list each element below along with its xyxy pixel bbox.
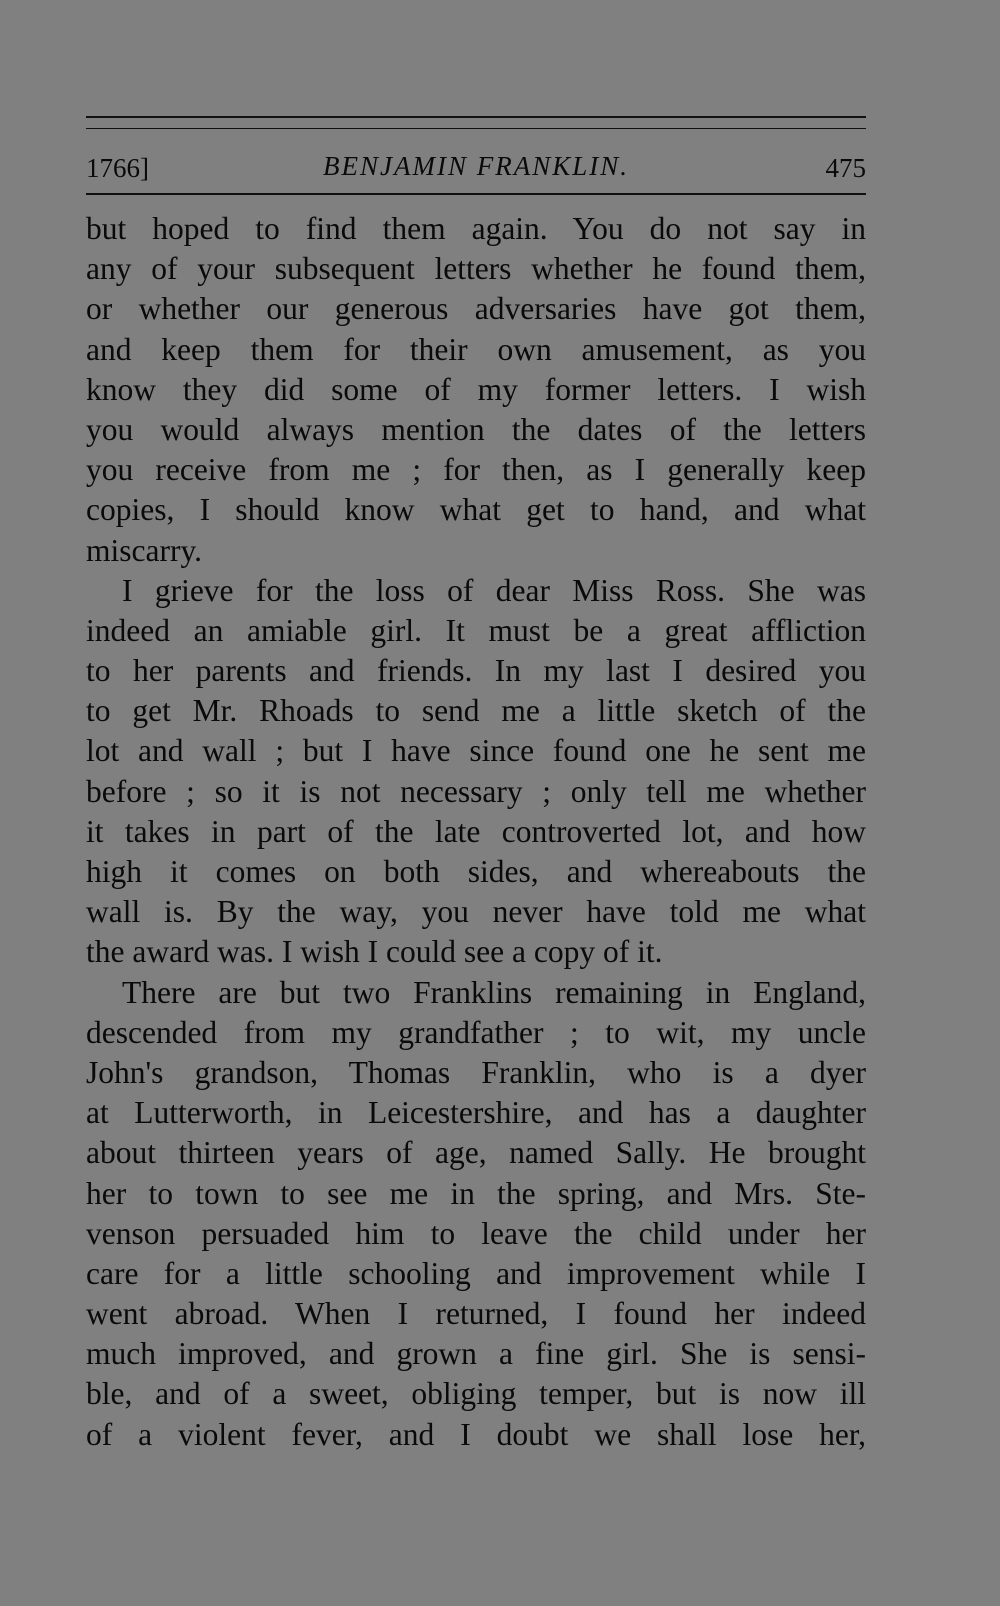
text-line: at Lutterworth, in Leicestershire, and has a daughter xyxy=(86,1095,866,1131)
page-number: 475 xyxy=(825,153,866,183)
text-line: high it comes on both sides, and whereabouts the xyxy=(86,854,866,889)
text-line: There are but two Franklins remaining in England, xyxy=(122,974,866,1010)
text-line: ble, and of a sweet, obliging temper, but is now ill xyxy=(86,1376,866,1412)
text-line: the award was. I wish I could see a copy of it. xyxy=(86,934,663,970)
text-line: any of your subsequent letters whether he found them, xyxy=(86,251,866,287)
text-line: or whether our generous adversaries have got them, xyxy=(86,291,866,327)
text-line: John's grandson, Thomas Franklin, who is a dyer xyxy=(86,1054,866,1090)
text-line: and keep them for their own amusement, as you xyxy=(86,331,866,367)
body-text xyxy=(86,209,866,1455)
running-title: BENJAMIN FRANKLIN. xyxy=(323,151,629,181)
text-line: copies, I should know what get to hand, and what xyxy=(86,492,866,528)
text-line: but hoped to find them again. You do not say in xyxy=(86,211,866,246)
header-double-rule xyxy=(86,116,866,129)
text-line: miscarry. xyxy=(86,532,203,568)
text-line: to her parents and friends. In my last I desired you xyxy=(86,653,866,689)
text-line: wall is. By the way, you never have told me what xyxy=(86,894,866,930)
text-line: of a violent fever, and I doubt we shall lose her, xyxy=(86,1416,866,1452)
text-line: about thirteen years of age, named Sally. He brought xyxy=(86,1135,866,1171)
text-line: much improved, and grown a fine girl. She is sensi- xyxy=(86,1336,866,1372)
text-line: indeed an amiable girl. It must be a great affliction xyxy=(86,612,866,648)
book-page xyxy=(86,116,866,1455)
running-header xyxy=(86,129,866,195)
text-line: went abroad. When I returned, I found her indeed xyxy=(86,1296,866,1332)
text-line: venson persuaded him to leave the child under her xyxy=(86,1215,866,1251)
text-line: before ; so it is not necessary ; only tell me whether xyxy=(86,773,866,809)
text-line: you receive from me ; for then, as I generally keep xyxy=(86,452,866,488)
text-line: descended from my grandfather ; to wit, my uncle xyxy=(86,1014,866,1050)
text-line: her to town to see me in the spring, and Mrs. Ste- xyxy=(86,1175,866,1211)
text-line: you would always mention the dates of the letters xyxy=(86,411,866,447)
text-line: it takes in part of the late controverted lot, and how xyxy=(86,813,866,849)
text-line: care for a little schooling and improvement while I xyxy=(86,1255,866,1291)
text-line: I grieve for the loss of dear Miss Ross. She was xyxy=(122,572,866,608)
header-year: 1766] xyxy=(86,153,149,183)
text-line: lot and wall ; but I have since found one he sent me xyxy=(86,733,866,769)
text-line: to get Mr. Rhoads to send me a little sketch of the xyxy=(86,693,866,729)
text-line: know they did some of my former letters. I wish xyxy=(86,371,866,407)
